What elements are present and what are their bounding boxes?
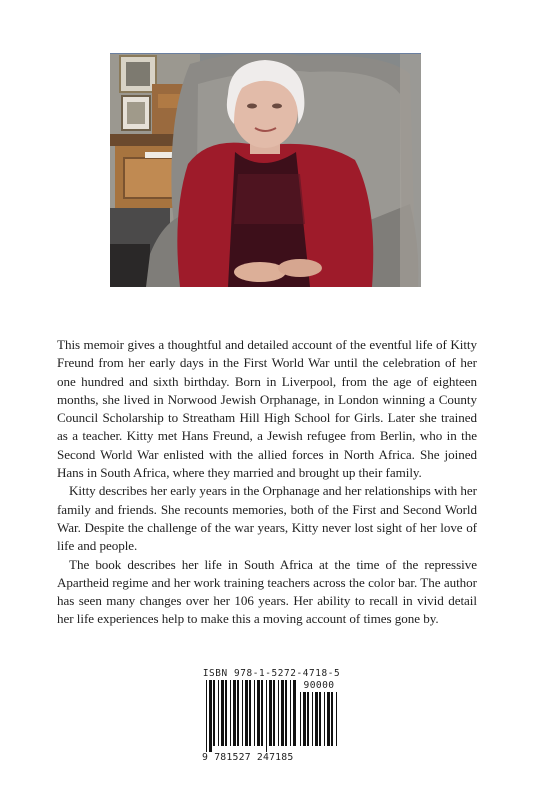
barcode-bar xyxy=(225,680,227,746)
barcode-bar xyxy=(290,680,291,746)
author-photo-illustration xyxy=(110,54,421,287)
barcode-bar xyxy=(336,692,337,746)
barcode-bar xyxy=(237,680,239,746)
barcode-bar xyxy=(221,680,224,746)
barcode-bar xyxy=(245,680,248,746)
price-code-label: 90000 xyxy=(303,680,335,691)
barcode-bar xyxy=(254,680,255,746)
barcode-bar xyxy=(285,680,287,746)
barcode-bar xyxy=(281,680,284,746)
barcode-bar xyxy=(278,680,279,746)
ean-barcode-bars xyxy=(206,680,298,752)
author-photo xyxy=(110,53,421,287)
barcode-bar xyxy=(273,680,275,746)
barcode-bar xyxy=(257,680,260,746)
barcode-bar xyxy=(303,692,306,746)
barcode-bar xyxy=(324,692,325,746)
barcode-bar xyxy=(209,680,212,752)
barcode-bar xyxy=(331,692,333,746)
barcode-bar xyxy=(266,680,267,752)
ean-digits-label: 9 781527 247185 xyxy=(202,752,294,763)
barcode-bar xyxy=(293,680,296,746)
isbn-barcode xyxy=(202,668,341,776)
barcode-bar xyxy=(315,692,318,746)
barcode-bar xyxy=(213,680,215,746)
barcode-bar xyxy=(249,680,251,746)
barcode-bar xyxy=(327,692,330,746)
back-cover-blurb xyxy=(57,336,477,629)
barcode-bar xyxy=(307,692,309,746)
barcode-bar xyxy=(319,692,321,746)
barcode-bar xyxy=(312,692,313,746)
barcode-bar xyxy=(300,692,301,746)
barcode-bar xyxy=(242,680,243,746)
barcode-bar xyxy=(261,680,263,746)
barcode-bar xyxy=(269,680,272,746)
barcode-bar xyxy=(218,680,219,746)
blurb-paragraph-2: Kitty describes her early years in the Orphanage and her relationships with her family and friends. She recounts memories, both of the First and Second World War. Despite the challenge of the war years, Kitty never lost sight of her love of life and people. xyxy=(57,483,477,554)
blurb-paragraph-3: The book describes her life in South Africa at the time of the repressive Apartheid regime and her work training teachers across the color bar. The author has seen many changes over her 106 years. Her ability to recall in vivid detail her life experiences help to make this a moving account of times gone by. xyxy=(57,556,477,627)
price-barcode-bars xyxy=(300,692,338,752)
barcode-bar xyxy=(206,680,207,752)
barcode-bar xyxy=(233,680,236,746)
blurb-paragraph-1: This memoir gives a thoughtful and detailed account of the eventful life of Kitty Freund from her early days in the First World War until the celebration of her one hundred and sixth birthday. Born in Liverpool, from the age of eighteen months, she lived in Norwood Jewish Orphanage, in London winning a County Council Scholarship to Streatham Hill High School for Girls. Later she trained as a teacher. Kitty met Hans Freund, a Jewish refugee from Berlin, who in the Second World War enlisted with the allied forces in North Africa. She joined Hans in South Africa, where they married and brought up their family. xyxy=(57,337,477,481)
barcode-bar xyxy=(230,680,231,746)
isbn-label: ISBN 978-1-5272-4718-5 xyxy=(202,668,341,679)
